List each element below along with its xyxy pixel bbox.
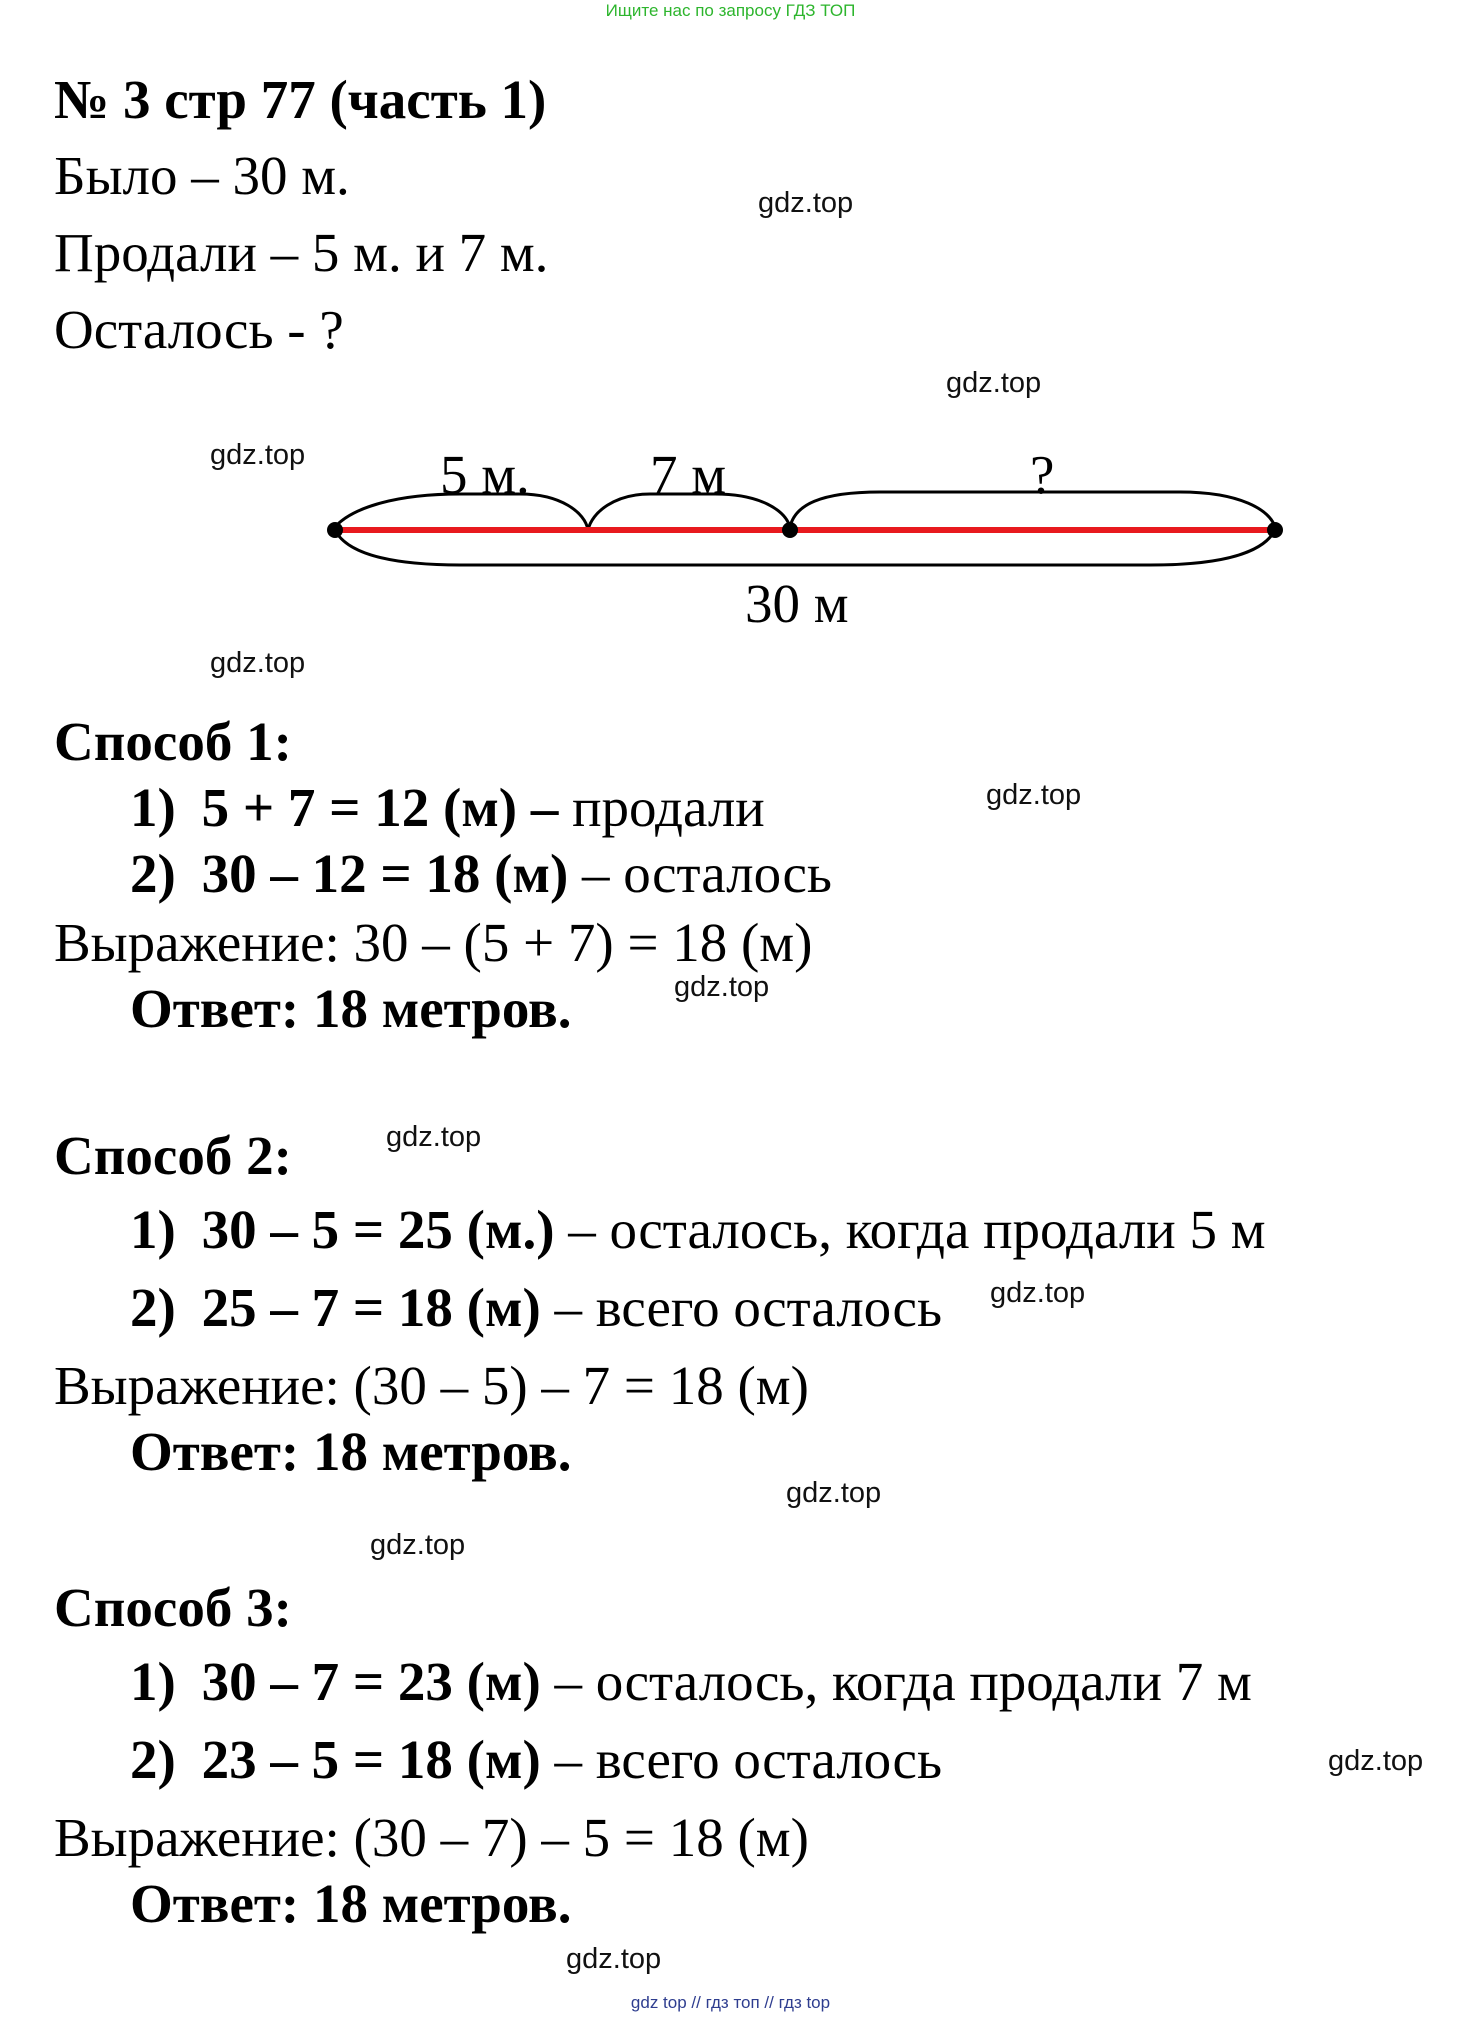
step-expression: 25 – 7 = 18 (м) bbox=[201, 1277, 541, 1338]
given-was: Было – 30 м. bbox=[54, 145, 350, 206]
method2-step2 bbox=[130, 1276, 942, 1340]
step-number: 2) bbox=[130, 843, 176, 904]
step-note: – всего осталось bbox=[540, 1729, 943, 1790]
watermark: gdz.top bbox=[210, 439, 306, 471]
given-sold: Продали – 5 м. и 7 м. bbox=[54, 222, 549, 283]
method2-expression: Выражение: (30 – 5) – 7 = 18 (м) bbox=[54, 1355, 809, 1416]
step-expression: 23 – 5 = 18 (м) bbox=[201, 1729, 541, 1790]
method1-expression: Выражение: 30 – (5 + 7) = 18 (м) bbox=[54, 912, 813, 973]
step-expression: 30 – 12 = 18 (м) bbox=[201, 843, 569, 904]
step-expression: 5 + 7 = 12 (м) – bbox=[201, 777, 559, 838]
step-number: 1) bbox=[130, 777, 176, 838]
method3-step2 bbox=[130, 1728, 942, 1792]
step-note: – осталось, когда продали 5 м bbox=[554, 1199, 1266, 1260]
method3-step1 bbox=[130, 1650, 1252, 1714]
step-number: 1) bbox=[130, 1651, 176, 1712]
step-number: 2) bbox=[130, 1729, 176, 1790]
method1-step1 bbox=[130, 776, 765, 840]
segment-diagram bbox=[0, 0, 1461, 700]
watermark: gdz.top bbox=[1328, 1745, 1424, 1777]
page-title: № 3 стр 77 (часть 1) bbox=[54, 69, 547, 130]
method1-heading: Способ 1: bbox=[54, 711, 292, 772]
method1-answer: Ответ: 18 метров. bbox=[130, 978, 572, 1039]
bottom-banner: gdz top // гдз топ // гдз top bbox=[630, 1993, 831, 2012]
arc-total bbox=[335, 530, 1275, 565]
step-note: – осталось, когда продали 7 м bbox=[540, 1651, 1252, 1712]
watermark: gdz.top bbox=[990, 1277, 1086, 1309]
label-seg2: 7 м bbox=[650, 444, 727, 505]
method2-heading: Способ 2: bbox=[54, 1125, 292, 1186]
watermark: gdz.top bbox=[946, 367, 1042, 399]
point-start bbox=[327, 522, 343, 538]
given-left: Осталось - ? bbox=[54, 299, 344, 360]
watermark: gdz.top bbox=[386, 1121, 482, 1153]
label-seg1: 5 м. bbox=[440, 444, 530, 505]
point-end bbox=[1267, 522, 1283, 538]
step-number: 1) bbox=[130, 1199, 176, 1260]
method2-answer: Ответ: 18 метров. bbox=[130, 1421, 572, 1482]
watermark: gdz.top bbox=[986, 779, 1082, 811]
watermark: gdz.top bbox=[758, 187, 854, 219]
watermark: gdz.top bbox=[674, 971, 770, 1003]
watermark: gdz.top bbox=[210, 647, 306, 679]
point-middle bbox=[782, 522, 798, 538]
top-banner: Ищите нас по запросу ГДЗ ТОП bbox=[605, 1, 856, 20]
method3-answer: Ответ: 18 метров. bbox=[130, 1873, 572, 1934]
method3-heading: Способ 3: bbox=[54, 1577, 292, 1638]
step-note: продали bbox=[558, 777, 765, 838]
watermark: gdz.top bbox=[566, 1943, 662, 1975]
method2-step1 bbox=[130, 1198, 1266, 1262]
method1-step2 bbox=[130, 842, 832, 906]
step-expression: 30 – 5 = 25 (м.) bbox=[201, 1199, 555, 1260]
label-total: 30 м bbox=[745, 573, 849, 634]
step-expression: 30 – 7 = 23 (м) bbox=[201, 1651, 541, 1712]
watermark: gdz.top bbox=[370, 1529, 466, 1561]
step-note: – всего осталось bbox=[540, 1277, 943, 1338]
label-seg3: ? bbox=[1030, 444, 1055, 505]
step-number: 2) bbox=[130, 1277, 176, 1338]
step-note: – осталось bbox=[568, 843, 832, 904]
method3-expression: Выражение: (30 – 7) – 5 = 18 (м) bbox=[54, 1807, 809, 1868]
watermark: gdz.top bbox=[786, 1477, 882, 1509]
